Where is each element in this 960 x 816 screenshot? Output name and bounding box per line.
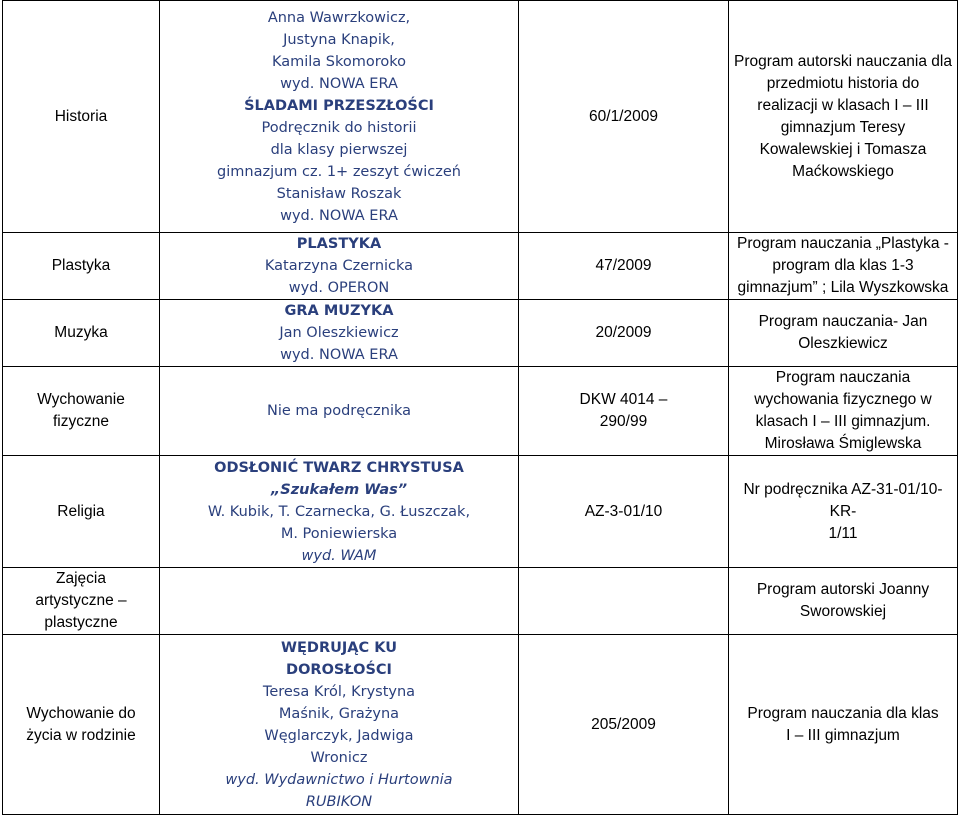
- author-line: Węglarczyk, Jadwiga: [264, 727, 414, 744]
- number-cell: DKW 4014 – 290/99: [519, 367, 729, 456]
- publisher-line: wyd. NOWA ERA: [280, 347, 398, 363]
- book-title: WĘDRUJĄC KU: [281, 639, 397, 656]
- publisher-line: wyd. WAM: [301, 547, 377, 564]
- subject-cell: Zajęcia artystyczne – plastyczne: [3, 568, 160, 635]
- textbook-cell: [160, 635, 519, 815]
- textbook-cell: [160, 300, 519, 367]
- subject-cell: Plastyka: [3, 233, 160, 300]
- book-title: DOROSŁOŚCI: [286, 661, 392, 678]
- textbook-cell: [160, 233, 519, 300]
- desc-line: dla klasy pierwszej: [270, 141, 408, 158]
- program-cell: Program autorski Joanny Sworowskiej: [729, 568, 958, 635]
- curriculum-table: [2, 0, 958, 815]
- table-row: [3, 300, 958, 367]
- author-line: Anna Wawrzkowicz,: [267, 9, 411, 26]
- book-title: ŚLADAMI PRZESZŁOŚCI: [244, 97, 434, 114]
- author-line: Wronicz: [310, 749, 368, 766]
- publisher-line: wyd. NOWA ERA: [280, 207, 398, 224]
- number-cell: 20/2009: [519, 300, 729, 367]
- table-row: [3, 568, 958, 635]
- number-cell: [519, 568, 729, 635]
- publisher-line: wyd. NOWA ERA: [280, 75, 398, 92]
- book-title: ODSŁONIĆ TWARZ CHRYSTUSA: [214, 459, 464, 476]
- book-title: PLASTYKA: [296, 236, 382, 252]
- subject-cell: Muzyka: [3, 300, 160, 367]
- program-cell: Program nauczania dla klas I – III gimnazjum: [729, 635, 958, 815]
- author-line: Teresa Król, Krystyna: [262, 683, 416, 700]
- program-cell: Nr podręcznika AZ-31-01/10-KR- 1/11: [729, 456, 958, 568]
- author-line: W. Kubik, T. Czarnecka, G. Łuszczak,: [207, 503, 471, 520]
- author-line: M. Poniewierska: [280, 525, 398, 542]
- author-line: Katarzyna Czernicka: [264, 258, 414, 274]
- number-cell: 60/1/2009: [519, 1, 729, 233]
- desc-line: Podręcznik do historii: [261, 119, 417, 136]
- author-line: Justyna Knapik,: [283, 31, 395, 48]
- textbook-cell: [160, 568, 519, 635]
- subject-cell: Religia: [3, 456, 160, 568]
- publisher-line: RUBIKON: [305, 793, 373, 810]
- no-textbook-text: Nie ma podręcznika: [266, 403, 412, 419]
- number-cell: 47/2009: [519, 233, 729, 300]
- author-line: Jan Oleszkiewicz: [279, 325, 399, 341]
- subject-cell: Historia: [3, 1, 160, 233]
- program-cell: Program nauczania „Plastyka - program dla klas 1-3 gimnazjum” ; Lila Wyszkowska: [729, 233, 958, 300]
- program-cell: Program nauczania wychowania fizycznego w klasach I – III gimnazjum. Mirosława Śmiglewska: [729, 367, 958, 456]
- desc-line: gimnazjum cz. 1+ zeszyt ćwiczeń: [217, 163, 461, 180]
- author-line: Maśnik, Grażyna: [278, 705, 400, 722]
- table-row: [3, 635, 958, 815]
- table-row: [3, 233, 958, 300]
- publisher-line: wyd. OPERON: [288, 280, 390, 296]
- table-row: [3, 1, 958, 233]
- subject-cell: Wychowanie do życia w rodzinie: [3, 635, 160, 815]
- number-cell: AZ-3-01/10: [519, 456, 729, 568]
- book-title: GRA MUZYKA: [284, 303, 394, 319]
- subject-cell: Wychowanie fizyczne: [3, 367, 160, 456]
- publisher-line: wyd. Wydawnictwo i Hurtownia: [225, 771, 453, 788]
- table-row: [3, 367, 958, 456]
- textbook-cell: [160, 456, 519, 568]
- author-line: Kamila Skomoroko: [271, 53, 407, 70]
- table-row: [3, 456, 958, 568]
- textbook-cell: [160, 1, 519, 233]
- book-subtitle: „Szukałem Was”: [270, 481, 408, 498]
- program-cell: Program autorski nauczania dla przedmiotu historia do realizacji w klasach I – III gimnazjum Teresy Kowalewskiej i Tomasza Maćkowskiego: [729, 1, 958, 233]
- program-cell: Program nauczania- Jan Oleszkiewicz: [729, 300, 958, 367]
- textbook-cell: [160, 367, 519, 456]
- number-cell: 205/2009: [519, 635, 729, 815]
- author-line: Stanisław Roszak: [276, 185, 402, 202]
